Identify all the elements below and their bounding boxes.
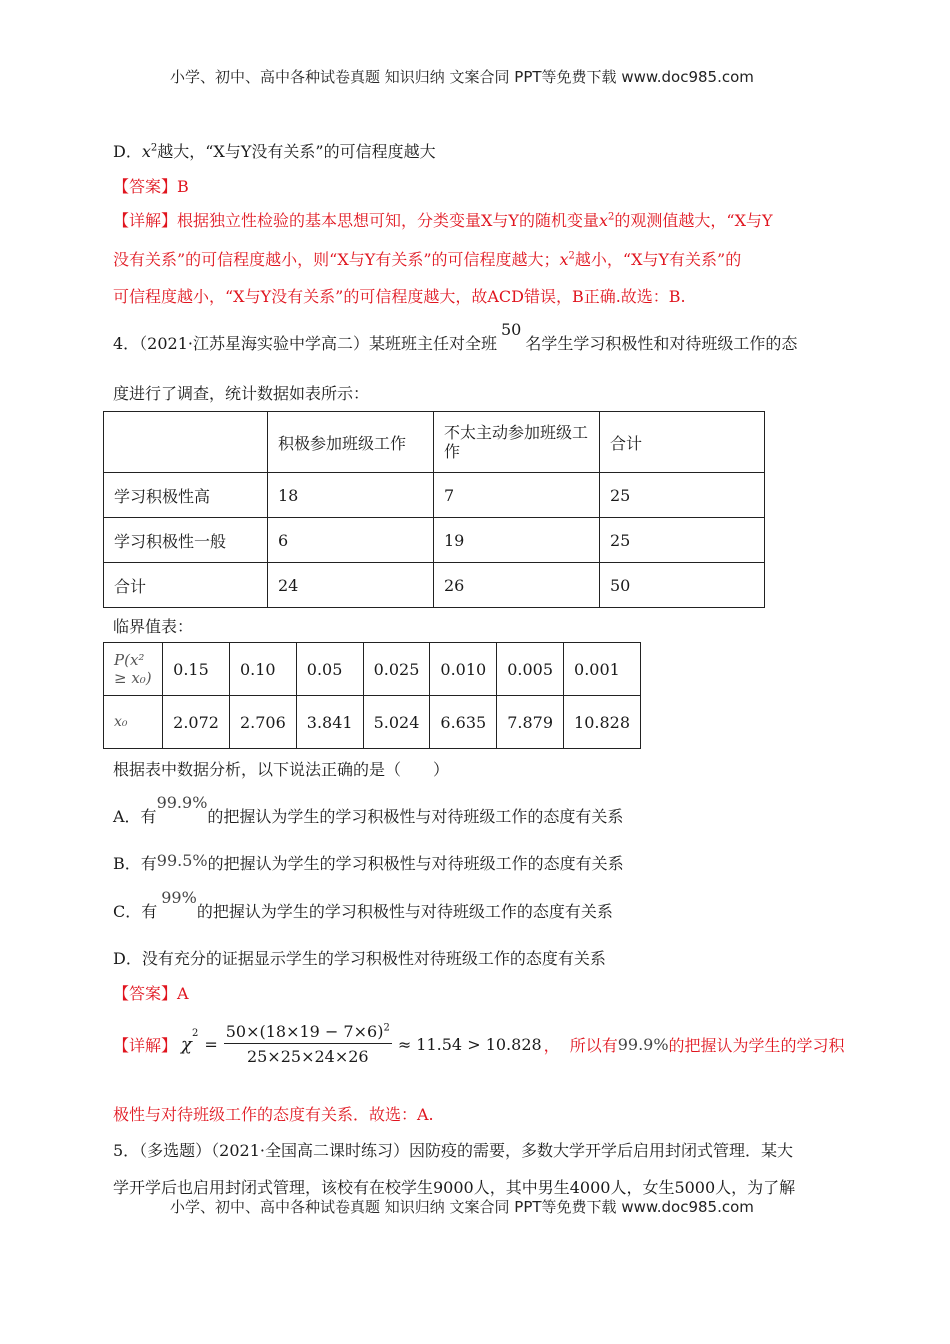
q3-answer-value: B xyxy=(177,177,189,196)
q3-option-d-sup: 2 xyxy=(150,142,158,154)
table-header-row xyxy=(104,412,765,473)
table-cell: 25 xyxy=(600,518,765,563)
table-cell: 学习积极性一般 xyxy=(104,518,268,563)
q3-detail-sup: 2 xyxy=(568,250,575,262)
q4-option-d xyxy=(113,946,606,969)
q3-detail-line2 xyxy=(113,247,741,270)
q4-stem-number: 50 xyxy=(501,320,522,339)
option-text: 没有充分的证据显示学生的学习积极性对待班级工作的态度有关系 xyxy=(141,949,606,968)
table-cell: x₀ xyxy=(104,696,163,749)
q4-option-c xyxy=(113,888,613,922)
q4-answer-label: 【答案】 xyxy=(113,984,178,1003)
q4-stem-line2: 度进行了调查，统计数据如表所示： xyxy=(113,384,370,403)
table-cell: 6 xyxy=(268,518,434,563)
option-percent: 99.5% xyxy=(156,851,208,870)
q4-answer xyxy=(113,981,189,1004)
formula-equals: = xyxy=(204,1034,218,1054)
q4-detail-line2: 极性与对待班级工作的态度有关系．故选：A. xyxy=(113,1105,434,1124)
table-row xyxy=(104,518,765,563)
q5-line2: 学开学后也启用封闭式管理，该校有在校学生9000人，其中男生4000人，女生5000人，为了解 xyxy=(113,1178,796,1197)
q3-detail-var: x xyxy=(598,211,609,230)
table-cell: 10.828 xyxy=(564,696,641,749)
q4-stem-line1 xyxy=(113,320,798,354)
critical-table-label: 临界值表： xyxy=(113,617,194,636)
table-cell: 7.879 xyxy=(497,696,564,749)
table-cell xyxy=(104,412,268,473)
table-cell: 学习积极性高 xyxy=(104,473,268,518)
q4-option-a xyxy=(113,793,624,827)
table-cell: P(x² ≥ x₀) xyxy=(104,643,163,696)
table-cell: 合计 xyxy=(600,412,765,473)
option-prefix: C．有 xyxy=(113,902,158,921)
page-header: 小学、初中、高中各种试卷真题 知识归纳 文案合同 PPT等免费下载 www.doc985.com xyxy=(170,68,754,86)
q3-answer xyxy=(113,174,189,197)
q3-detail-line1 xyxy=(113,208,773,231)
table-cell: 6.635 xyxy=(430,696,497,749)
q4-stem-text: 名学生学习积极性和对待班级工作的态 xyxy=(525,334,798,353)
q4-detail-label: 【详解】 xyxy=(113,1035,178,1055)
table-cell: 0.05 xyxy=(296,643,363,696)
q4-detail-text: 所以有 xyxy=(569,1035,618,1055)
option-text: 的把握认为学生的学习积极性与对待班级工作的态度有关系 xyxy=(207,854,624,873)
formula-numerator-text: 50×(18×19 − 7×6) xyxy=(225,1022,384,1041)
formula-result: ≈ 11.54 > 10.828 xyxy=(397,1034,542,1054)
table-row xyxy=(104,643,641,696)
q3-option-d-text: 越大，“X与Y没有关系”的可信程度越大 xyxy=(157,142,436,161)
formula-chi-sup: 2 xyxy=(191,1028,199,1039)
option-text: 的把握认为学生的学习积极性与对待班级工作的态度有关系 xyxy=(196,902,613,921)
q4-detail-text: 的把握认为学生的学习积 xyxy=(668,1035,845,1055)
formula-chi: χ xyxy=(181,1033,192,1055)
q3-detail-text: 越小，“X与Y有关系”的 xyxy=(574,250,742,269)
table-cell: 0.005 xyxy=(497,643,564,696)
q3-answer-label: 【答案】 xyxy=(113,177,178,196)
table-row xyxy=(104,473,765,518)
table-cell: 0.010 xyxy=(430,643,497,696)
table-cell: 5.024 xyxy=(363,696,430,749)
table-cell: 3.841 xyxy=(296,696,363,749)
table-cell: 合计 xyxy=(104,563,268,608)
option-prefix: A．有 xyxy=(113,807,157,826)
formula-denominator: 25×25×24×26 xyxy=(246,1047,369,1066)
table-cell: 50 xyxy=(600,563,765,608)
q4-detail-percent: 99.9% xyxy=(617,1034,669,1054)
option-percent: 99.9% xyxy=(156,793,208,812)
table-cell: 2.706 xyxy=(229,696,296,749)
table-row xyxy=(104,696,641,749)
table-cell: 0.025 xyxy=(363,643,430,696)
table-cell: 26 xyxy=(434,563,600,608)
q3-detail-text: 根据独立性检验的基本思想可知，分类变量X与Y的随机变量 xyxy=(177,211,599,230)
formula-numerator-sup: 2 xyxy=(383,1022,390,1034)
page-footer: 小学、初中、高中各种试卷真题 知识归纳 文案合同 PPT等免费下载 www.doc985.com xyxy=(170,1198,754,1216)
q4-detail-comma: ， xyxy=(543,1035,560,1055)
table-row xyxy=(104,563,765,608)
q4-question: 根据表中数据分析，以下说法正确的是（ ） xyxy=(113,760,450,779)
option-prefix: D． xyxy=(113,949,142,968)
q4-detail-line1 xyxy=(113,1014,845,1074)
table-cell: 25 xyxy=(600,473,765,518)
q3-detail-text: 的观测值越大，“X与Y xyxy=(614,211,773,230)
q3-detail-sup: 2 xyxy=(608,211,615,223)
q3-detail-line3: 可信程度越小，“X与Y没有关系”的可信程度越大，故ACD错误，B正确.故选：B. xyxy=(113,287,686,306)
contingency-table xyxy=(103,411,765,608)
q3-option-d xyxy=(113,139,436,162)
table-cell: 0.10 xyxy=(229,643,296,696)
option-text: 的把握认为学生的学习积极性与对待班级工作的态度有关系 xyxy=(207,807,624,826)
table-cell: 0.001 xyxy=(564,643,641,696)
q3-option-d-var: x xyxy=(141,142,151,161)
table-cell: 积极参加班级工作 xyxy=(268,412,434,473)
table-cell: 2.072 xyxy=(163,696,230,749)
table-cell: 0.15 xyxy=(163,643,230,696)
q3-detail-label: 【详解】 xyxy=(113,211,178,230)
q3-detail-var: x xyxy=(559,250,569,269)
option-percent: 99% xyxy=(161,888,197,907)
q4-stem-text: 4．（2021·江苏星海实验中学高二）某班班主任对全班 xyxy=(113,334,497,353)
q5-line1: 5．（多选题）（2021·全国高二课时练习）因防疫的需要，多数大学开学后启用封闭式管理．某大 xyxy=(113,1141,793,1160)
critical-value-table xyxy=(103,642,641,749)
table-cell: 18 xyxy=(268,473,434,518)
table-cell: 24 xyxy=(268,563,434,608)
table-cell: 7 xyxy=(434,473,600,518)
formula-numerator xyxy=(224,1022,392,1044)
q3-detail-text: 没有关系”的可信程度越小，则“X与Y有关系”的可信程度越大； xyxy=(113,250,560,269)
q4-answer-value: A xyxy=(177,984,189,1003)
option-prefix: B．有 xyxy=(113,854,157,873)
table-cell: 不太主动参加班级工作 xyxy=(434,412,600,473)
formula-fraction xyxy=(224,1022,392,1066)
q3-option-d-prefix: D． xyxy=(113,142,142,161)
table-cell: 19 xyxy=(434,518,600,563)
q4-option-b xyxy=(113,851,624,874)
